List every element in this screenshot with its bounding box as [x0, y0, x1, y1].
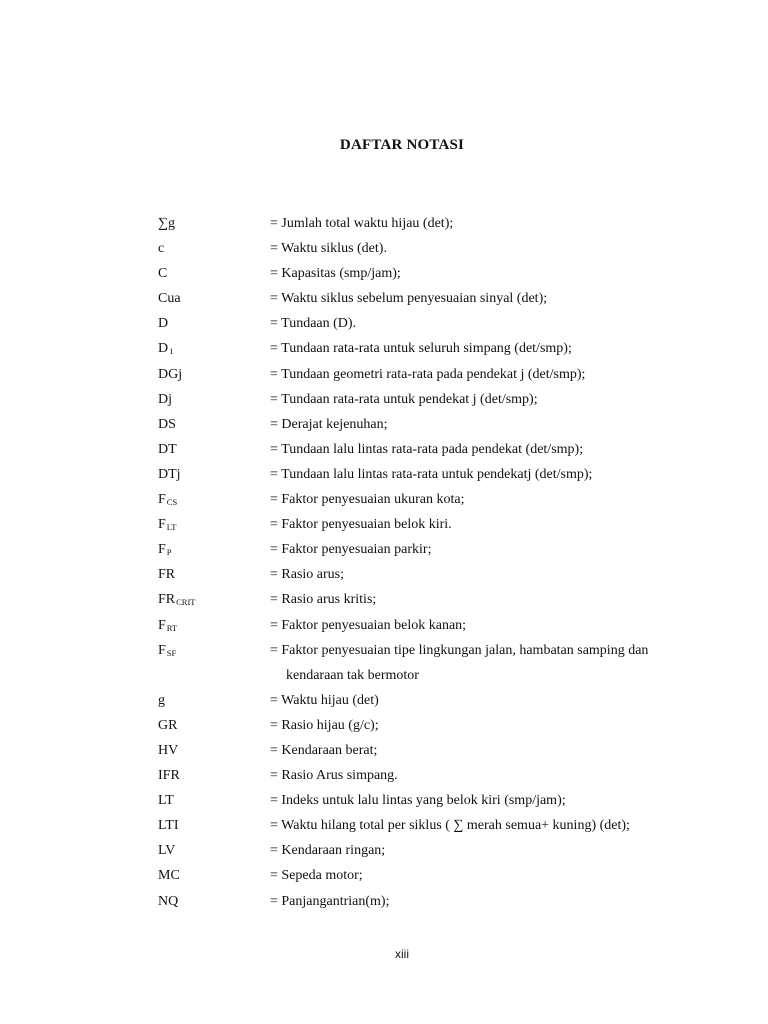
notation-row [158, 387, 718, 412]
notation-description: = Rasio Arus simpang. [270, 768, 398, 784]
notation-symbol [158, 311, 270, 336]
notation-symbol-base: F [158, 517, 166, 533]
notation-row [158, 236, 718, 261]
notation-symbol [158, 512, 270, 537]
notation-symbol-subscript: CRIT [176, 597, 196, 608]
notation-description: = Tundaan (D). [270, 316, 357, 332]
notation-symbol [158, 412, 270, 437]
notation-row [158, 286, 718, 311]
notation-symbol-base: g [158, 692, 165, 708]
notation-row [158, 311, 718, 336]
notation-description-continuation: kendaraan tak bermotor [286, 667, 419, 683]
notation-symbol [158, 587, 270, 612]
notation-description: = Jumlah total waktu hijau (det); [270, 216, 454, 231]
notation-description: = Derajat kejenuhan; [270, 416, 388, 432]
notation-description: = Kapasitas (smp/jam); [270, 266, 401, 282]
notation-symbol-subscript: P [166, 547, 172, 558]
notation-symbol-base: LV [158, 843, 176, 859]
notation-row [158, 788, 718, 813]
notation-row [158, 437, 718, 462]
notation-row [158, 838, 718, 863]
notation-row [158, 688, 718, 713]
notation-symbol [158, 487, 270, 512]
notation-symbol [158, 236, 270, 261]
notation-row [158, 638, 718, 663]
notation-symbol-base: F [158, 492, 166, 508]
notation-description: = Waktu hilang total per siklus ( ∑ merah semua+ kuning) (det); [270, 818, 630, 834]
notation-row [158, 487, 718, 512]
notation-symbol [158, 638, 270, 663]
notation-row [158, 512, 718, 537]
notation-description: = Indeks untuk lalu lintas yang belok kiri (smp/jam); [270, 793, 566, 809]
notation-symbol [158, 211, 270, 236]
notation-description: = Tundaan geometri rata-rata pada pendekat j (det/smp); [270, 366, 586, 382]
page-number: xiii [395, 947, 409, 961]
notation-row [158, 537, 718, 562]
notation-row-continuation [158, 663, 718, 688]
notation-symbol-base: IFR [158, 768, 180, 784]
notation-symbol [158, 437, 270, 462]
notation-description: = Panjangantrian(m); [270, 893, 390, 909]
notation-row [158, 813, 718, 838]
notation-symbol [158, 863, 270, 888]
notation-symbol-base: D [158, 316, 169, 332]
notation-symbol-spacer [158, 663, 270, 688]
notation-row [158, 863, 718, 888]
notation-row [158, 462, 718, 487]
notation-symbol [158, 362, 270, 387]
notation-symbol-base: ∑g [158, 216, 175, 231]
notation-symbol [158, 788, 270, 813]
notation-row [158, 412, 718, 437]
notation-row [158, 587, 718, 612]
notation-symbol [158, 261, 270, 286]
notation-description: = Faktor penyesuaian ukuran kota; [270, 492, 465, 508]
notation-description: = Faktor penyesuaian tipe lingkungan jalan, hambatan samping dan [270, 642, 649, 658]
notation-symbol-base: c [158, 241, 165, 257]
notation-symbol-subscript: RT [166, 622, 178, 633]
notation-symbol-base: F [158, 642, 166, 658]
notation-symbol-base: MC [158, 868, 180, 884]
notation-symbol [158, 562, 270, 587]
notation-symbol-subscript: 1 [169, 346, 174, 357]
notation-row [158, 889, 718, 914]
notation-symbol-base: Cua [158, 291, 181, 307]
page-title: DAFTAR NOTASI [339, 137, 465, 153]
notation-symbol-base: D [158, 341, 169, 357]
notation-symbol-base: NQ [158, 893, 179, 909]
notation-symbol-base: DTj [158, 466, 181, 482]
notation-row [158, 336, 718, 361]
notation-symbol-base: DS [158, 416, 176, 432]
notation-symbol-base: HV [158, 742, 179, 758]
notation-symbol-base: DGj [158, 366, 183, 382]
notation-row [158, 211, 718, 236]
notation-symbol-base: F [158, 542, 166, 558]
notation-symbol-base: C [158, 266, 168, 282]
notation-row [158, 738, 718, 763]
notation-symbol [158, 738, 270, 763]
notation-symbol-base: LTI [158, 818, 179, 834]
notation-list [158, 211, 718, 914]
notation-symbol [158, 387, 270, 412]
notation-description: = Waktu siklus sebelum penyesuaian sinyal (det); [270, 291, 548, 307]
notation-symbol-subscript: SF [166, 647, 177, 658]
notation-symbol [158, 813, 270, 838]
notation-row [158, 763, 718, 788]
notation-description: = Rasio arus; [270, 567, 344, 583]
notation-symbol-base: FR [158, 592, 176, 608]
notation-symbol-base: DT [158, 441, 177, 457]
notation-symbol-base: GR [158, 717, 178, 733]
notation-row [158, 362, 718, 387]
notation-description: = Faktor penyesuaian belok kanan; [270, 617, 467, 633]
notation-description: = Tundaan rata-rata untuk pendekat j (det/smp); [270, 391, 538, 407]
notation-symbol-base: FR [158, 567, 176, 583]
notation-description: = Rasio arus kritis; [270, 592, 377, 608]
notation-description: = Faktor penyesuaian belok kiri. [270, 517, 452, 533]
notation-symbol-subscript: LT [166, 522, 177, 533]
notation-symbol [158, 713, 270, 738]
notation-description: = Rasio hijau (g/c); [270, 717, 379, 733]
notation-description: = Sepeda motor; [270, 868, 363, 884]
notation-row [158, 713, 718, 738]
notation-symbol [158, 336, 270, 361]
notation-symbol [158, 462, 270, 487]
notation-row [158, 613, 718, 638]
notation-row [158, 562, 718, 587]
notation-symbol-subscript: CS [166, 497, 178, 508]
notation-description: = Tundaan lalu lintas rata-rata untuk pendekatj (det/smp); [270, 466, 593, 482]
notation-symbol-base: Dj [158, 391, 172, 407]
notation-symbol [158, 889, 270, 914]
notation-symbol [158, 537, 270, 562]
notation-description: = Faktor penyesuaian parkir; [270, 542, 432, 558]
notation-symbol [158, 838, 270, 863]
notation-row [158, 261, 718, 286]
notation-symbol [158, 688, 270, 713]
notation-symbol [158, 763, 270, 788]
notation-description: = Tundaan rata-rata untuk seluruh simpang (det/smp); [270, 341, 572, 357]
notation-description: = Kendaraan ringan; [270, 843, 386, 859]
notation-description: = Kendaraan berat; [270, 742, 378, 758]
notation-symbol [158, 613, 270, 638]
notation-symbol [158, 286, 270, 311]
notation-symbol-base: LT [158, 793, 174, 809]
notation-description: = Tundaan lalu lintas rata-rata pada pendekat (det/smp); [270, 441, 584, 457]
notation-description: = Waktu hijau (det) [270, 692, 379, 708]
notation-description: = Waktu siklus (det). [270, 241, 387, 257]
notation-symbol-base: F [158, 617, 166, 633]
